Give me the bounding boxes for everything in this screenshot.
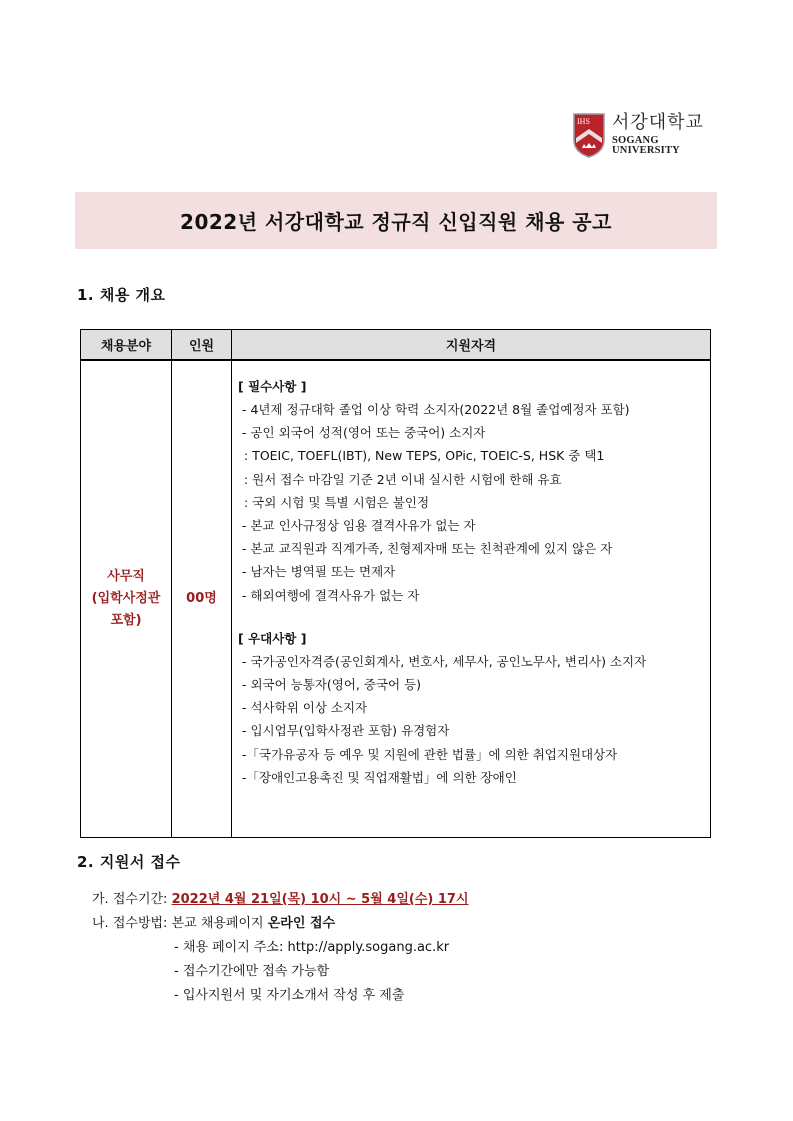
field-cell — [81, 360, 172, 838]
page-title: 2022년 서강대학교 정규직 신입직원 채용 공고 — [180, 210, 612, 234]
preferred-item: - 석사학위 이상 소지자 — [242, 700, 368, 716]
header-count: 인원 — [172, 330, 232, 361]
qualifications-cell — [232, 360, 711, 838]
university-shield-icon — [572, 112, 606, 158]
section-heading-application: 2. 지원서 접수 — [77, 853, 181, 871]
application-detail: - 접수기간에만 접속 가능함 — [174, 964, 330, 979]
required-item: - 해외여행에 결격사유가 없는 자 — [242, 587, 420, 603]
application-detail-url: - 채용 페이지 주소: http://apply.sogang.ac.kr — [174, 940, 450, 955]
application-detail: - 입사지원서 및 자기소개서 작성 후 제출 — [174, 988, 405, 1003]
application-info — [92, 888, 469, 1008]
preferred-item: -「장애인고용촉진 및 직업재활법」에 의한 장애인 — [242, 769, 517, 785]
required-subitem: : 원서 접수 마감일 기준 2년 이내 실시한 시험에 한해 유효 — [244, 471, 562, 487]
required-item: - 4년제 정규대학 졸업 이상 학력 소지자(2022년 8월 졸업예정자 포함) — [242, 402, 630, 417]
required-item: - 공인 외국어 성적(영어 또는 중국어) 소지자 — [242, 425, 486, 441]
period-value: 2022년 4월 21일(목) 10시 ~ 5월 4일(수) 17시 — [171, 892, 469, 907]
application-period-row — [92, 888, 469, 912]
field-line: (입학사정관 — [91, 591, 161, 606]
preferred-item: - 입시업무(입학사정관 포함) 유경험자 — [242, 723, 450, 739]
recruitment-overview-table — [80, 329, 711, 838]
logo-korean-name: 서강대학교 — [612, 111, 704, 133]
method-label: 나. 접수방법: 본교 채용페이지 — [92, 916, 268, 931]
title-banner — [75, 192, 717, 249]
table-header-row — [81, 330, 711, 361]
table-row — [81, 360, 711, 838]
headcount-cell: 00명 — [172, 360, 232, 838]
required-item: - 본교 교직원과 직계가족, 친형제자매 또는 친척관계에 있지 않은 자 — [242, 541, 613, 557]
spacer — [238, 607, 702, 627]
logo-english-name: SOGANG UNIVERSITY — [612, 134, 680, 156]
method-value: 온라인 접수 — [267, 916, 336, 931]
preferred-heading: [ 우대사항 ] — [238, 630, 307, 646]
field-line: 포함) — [110, 613, 142, 628]
period-label: 가. 접수기간: — [92, 892, 172, 907]
required-item: - 남자는 병역필 또는 면제자 — [242, 564, 396, 580]
required-subitem: : TOEIC, TOEFL(IBT), New TEPS, OPic, TOEIC-S, HSK 중 택1 — [244, 448, 605, 464]
sogang-logo — [572, 110, 722, 160]
preferred-item: -「국가유공자 등 예우 및 지원에 관한 법률」에 의한 취업지원대상자 — [242, 746, 618, 762]
svg-text:IHS: IHS — [577, 117, 590, 126]
field-line: 사무직 — [107, 569, 145, 584]
section-heading-overview: 1. 채용 개요 — [77, 286, 166, 304]
application-method-row — [92, 912, 469, 936]
preferred-item: - 국가공인자격증(공인회계사, 변호사, 세무사, 공인노무사, 변리사) 소지자 — [242, 653, 647, 669]
header-field: 채용분야 — [81, 330, 172, 361]
required-subitem: : 국외 시험 및 특별 시험은 불인정 — [244, 494, 430, 510]
required-heading: [ 필수사항 ] — [238, 379, 307, 394]
preferred-item: - 외국어 능통자(영어, 중국어 등) — [242, 677, 422, 693]
header-qualifications: 지원자격 — [232, 330, 711, 361]
required-item: - 본교 인사규정상 임용 결격사유가 없는 자 — [242, 518, 476, 534]
